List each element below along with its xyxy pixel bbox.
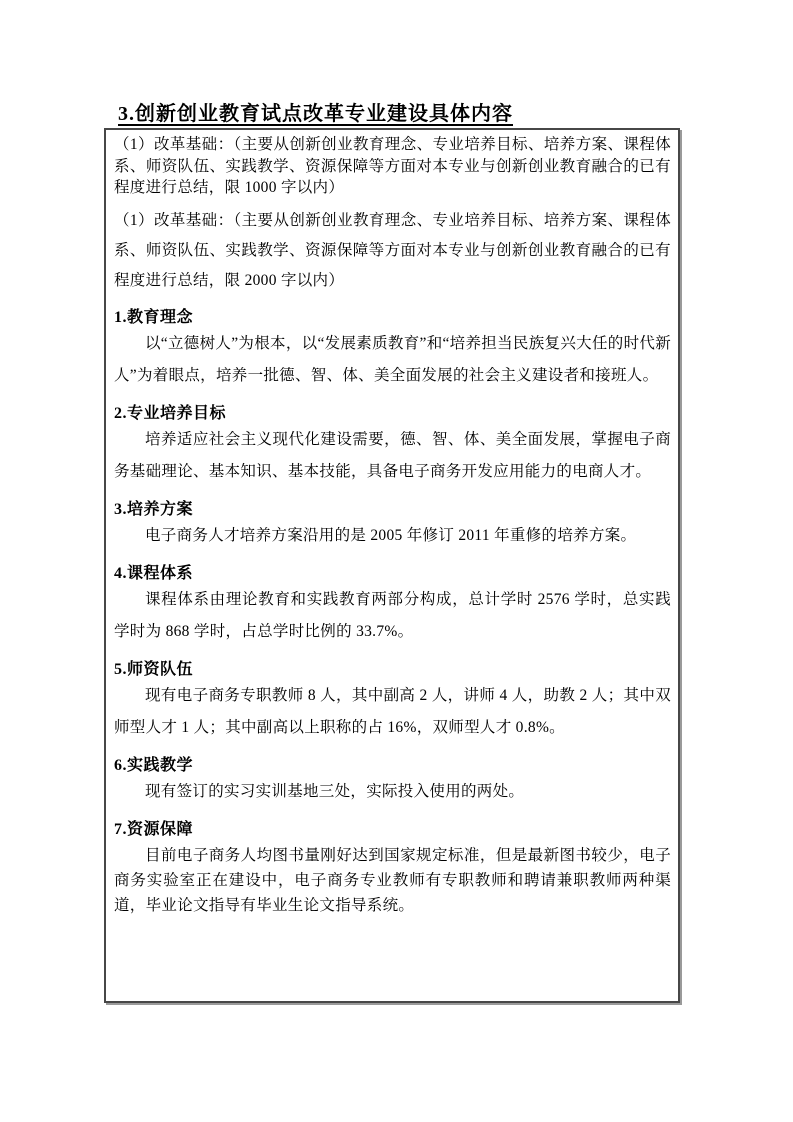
- table-cell: [106, 130, 678, 918]
- section-body-1: 以“立德树人”为根本，以“发展素质教育”和“培养担当民族复兴大任的时代新人”为着眼点，培养一批德、智、体、美全面发展的社会主义建设者和接班人。: [114, 334, 671, 384]
- section-heading-7: 7.资源保障: [114, 820, 194, 838]
- section-heading-2: 2.专业培养目标: [114, 404, 227, 422]
- section-heading-1: 1.教育理念: [114, 308, 194, 326]
- section-heading-5: 5.师资队伍: [114, 660, 194, 678]
- section-heading-4: 4.课程体系: [114, 564, 194, 582]
- content-table: [104, 128, 680, 1003]
- intro-paragraph-1000: （1）改革基础：（主要从创新创业教育理念、专业培养目标、培养方案、课程体系、师资队伍、实践教学、资源保障等方面对本专业与创新创业教育融合的已有程度进行总结，限 1000 字以内）: [114, 136, 671, 196]
- section-body-3: 电子商务人才培养方案沿用的是 2005 年修订 2011 年重修的培养方案。: [145, 526, 637, 544]
- section-body-4: 课程体系由理论教育和实践教育两部分构成，总计学时 2576 学时，总实践学时为 868 学时，占总学时比例的 33.7%。: [114, 590, 671, 640]
- section-heading-3: 3.培养方案: [114, 500, 194, 518]
- section-body-6: 现有签订的实习实训基地三处，实际投入使用的两处。: [145, 782, 525, 800]
- section-body-5: 现有电子商务专职教师 8 人，其中副高 2 人，讲师 4 人，助教 2 人；其中双师型人才 1 人；其中副高以上职称的占 16%，双师型人才 0.8%。: [114, 686, 671, 736]
- section-body-7: 目前电子商务人均图书量刚好达到国家规定标准，但是最新图书较少，电子商务实验室正在建设中，电子商务专业教师有专职教师和聘请兼职教师两种渠道，毕业论文指导有毕业生论文指导系统。: [114, 846, 671, 914]
- intro-paragraph-2000: （1）改革基础：（主要从创新创业教育理念、专业培养目标、培养方案、课程体系、师资队伍、实践教学、资源保障等方面对本专业与创新创业教育融合的已有程度进行总结，限 2000 字以内）: [114, 211, 671, 289]
- document-title: 3.创新创业教育试点改革专业建设具体内容: [118, 103, 513, 125]
- section-heading-6: 6.实践教学: [114, 756, 194, 774]
- section-body-2: 培养适应社会主义现代化建设需要，德、智、体、美全面发展，掌握电子商务基础理论、基本知识、基本技能，具备电子商务开发应用能力的电商人才。: [114, 430, 671, 480]
